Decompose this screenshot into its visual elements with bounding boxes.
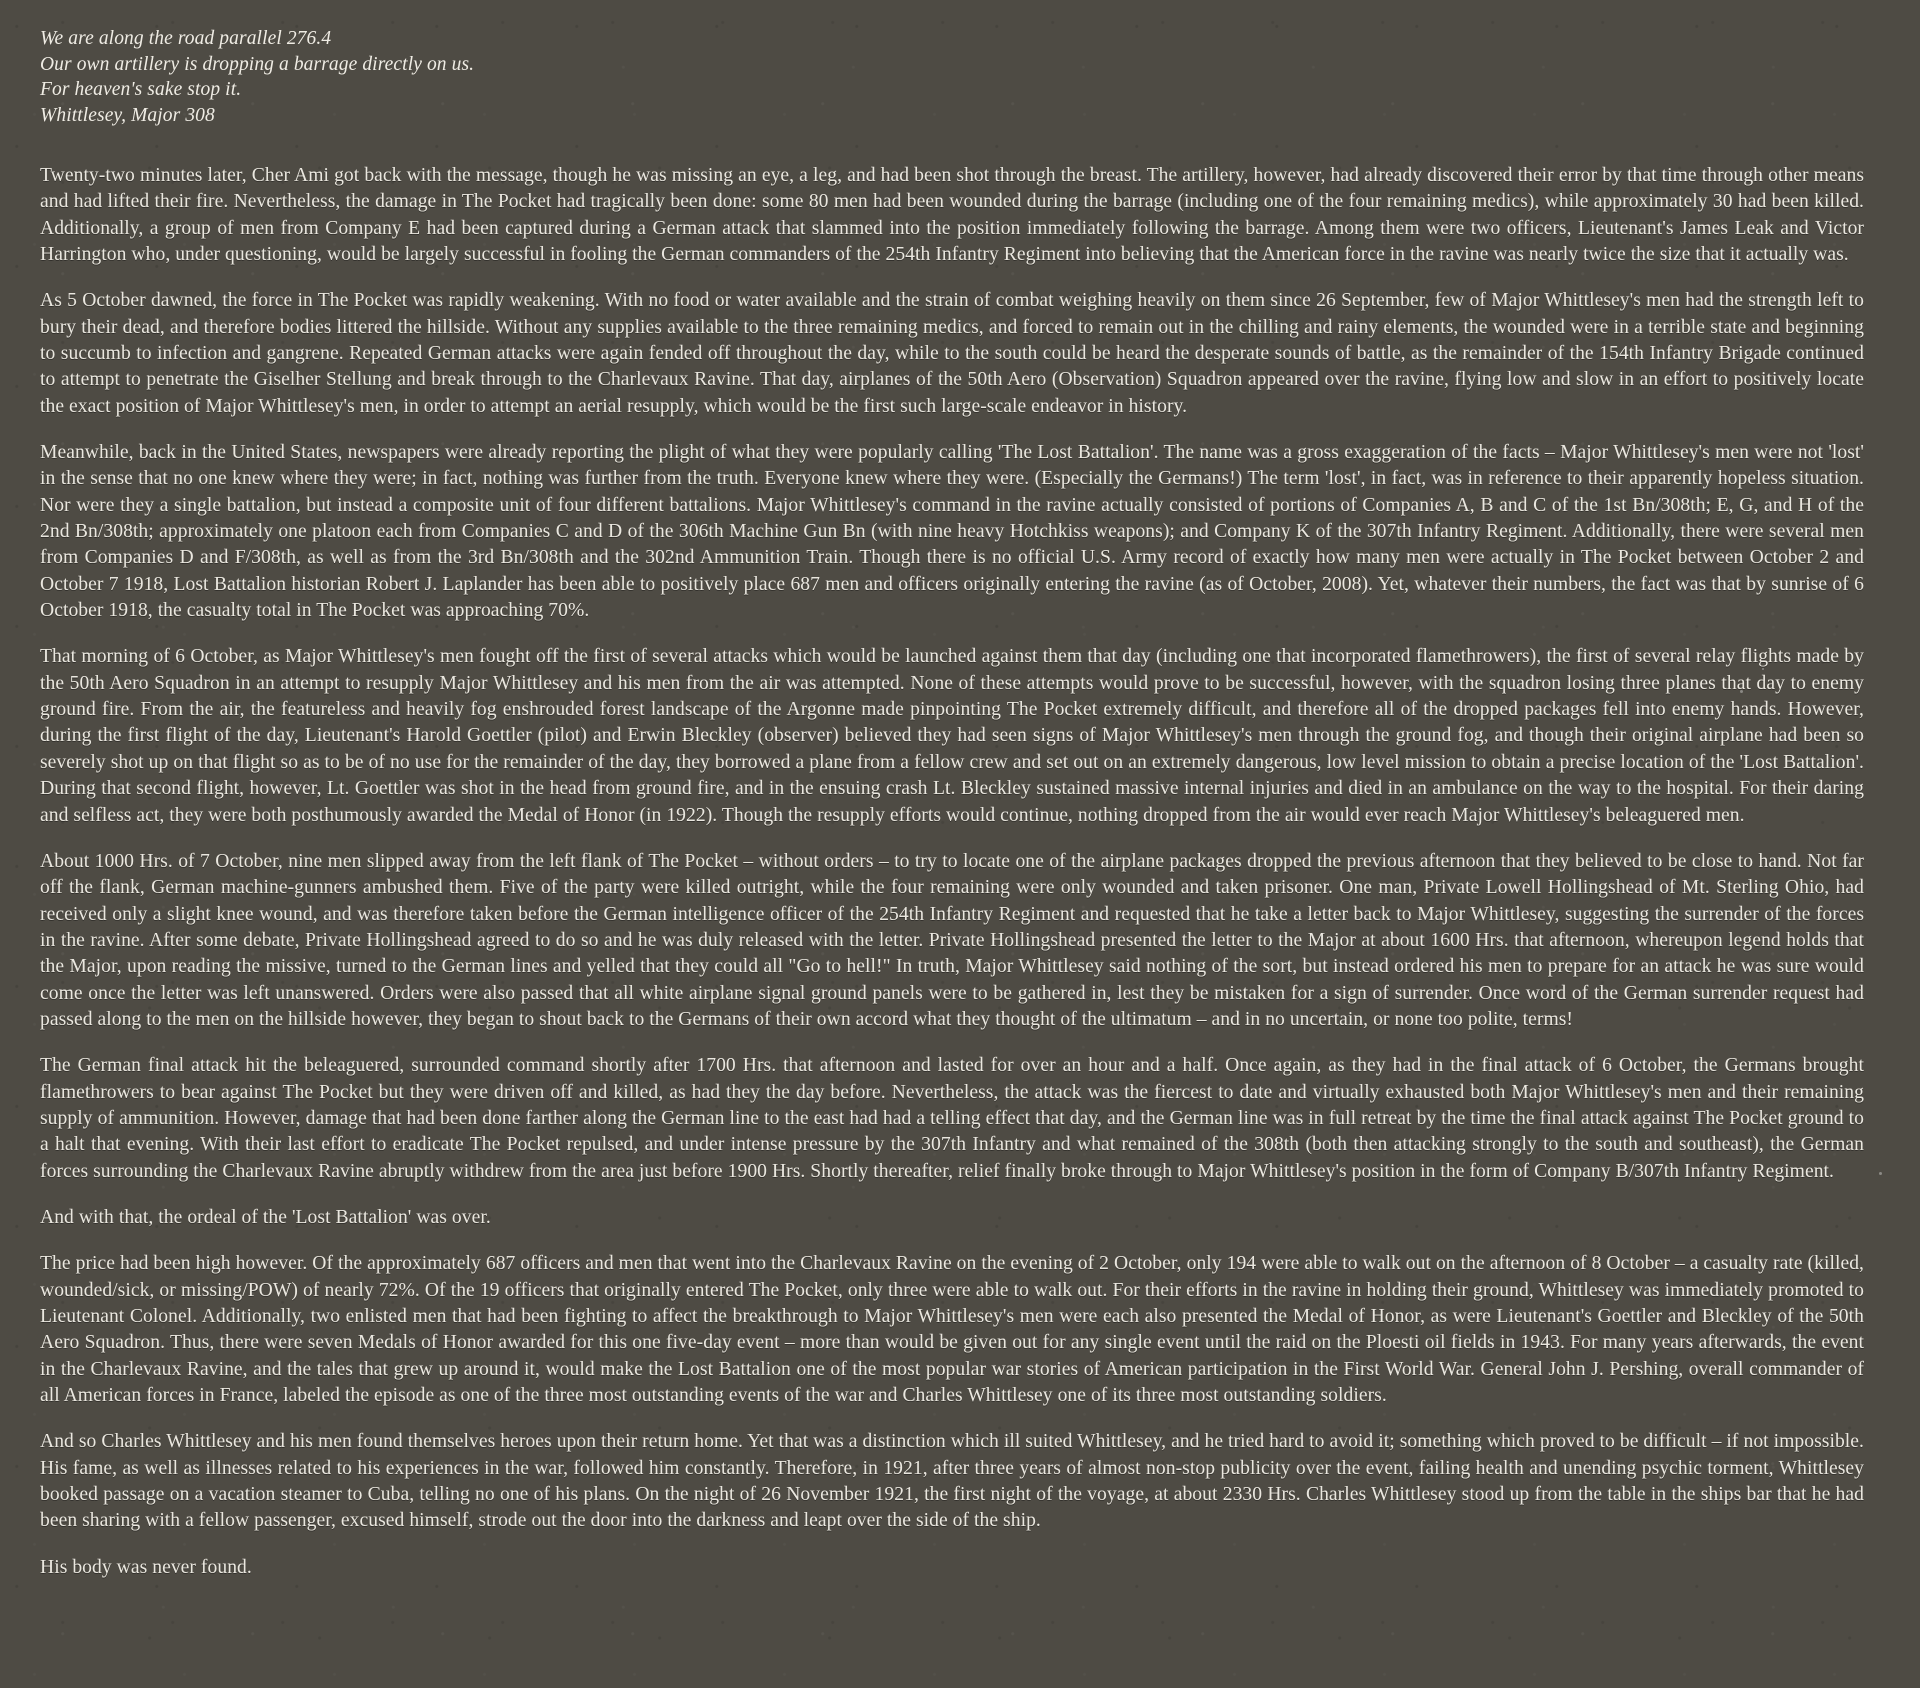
plaque-body: [40, 163, 1864, 1581]
paragraph: About 1000 Hrs. of 7 October, nine men slipped away from the left flank of The Pocket – without orders – to try to locate one of the airplane packages dropped the previous afternoon that they believed to be close to hand. Not far off the flank, German machine-gunners ambushed them. Five of the party were killed outright, while the four remaining were only wounded and taken prisoner. One man, Private Lowell Hollingshead of Mt. Sterling Ohio, had received only a slight knee wound, and was therefore taken before the German intelligence officer of the 254th Infantry Regiment and requested that he take a letter back to Major Whittlesey, suggesting the surrender of the forces in the ravine. After some debate, Private Hollingshead agreed to do so and he was duly released with the letter. Private Hollingshead presented the letter to the Major at about 1600 Hrs. that afternoon, whereupon legend holds that the Major, upon reading the missive, turned to the German lines and yelled that they could all "Go to hell!" In truth, Major Whittlesey said nothing of the sort, but instead ordered his men to prepare for an attack he was sure would come once the letter was left unanswered. Orders were also passed that all white airplane signal ground panels were to be gathered in, lest they be mistaken for a sign of surrender. Once word of the German surrender request had passed along to the men on the hillside however, they began to shout back to the Germans of their own accord what they thought of the ultimatum – and in no uncertain, or none too polite, terms!: [40, 850, 1864, 1030]
paragraph: Meanwhile, back in the United States, newspapers were already reporting the plight of what they were popularly calling 'The Lost Battalion'. The name was a gross exaggeration of the facts – Major Whittlesey's men were not 'lost' in the sense that no one knew where they were; in fact, nothing was further from the truth. Everyone knew where they were. (Especially the Germans!) The term 'lost', in fact, was in reference to their apparently hopeless situation. Nor were they a single battalion, but instead a composite unit of four different battalions. Major Whittlesey's command in the ravine actually consisted of portions of Companies A, B and C of the 1st Bn/308th; E, G, and H of the 2nd Bn/308th; approximately one platoon each from Companies C and D of the 306th Machine Gun Bn (with nine heavy Hotchkiss weapons); and Company K of the 307th Infantry Regiment. Additionally, there were several men from Companies D and F/308th, as well as from the 3rd Bn/308th and the 302nd Ammunition Train. Though there is no official U.S. Army record of exactly how many men were actually in The Pocket between October 2 and October 7 1918, Lost Battalion historian Robert J. Laplander has been able to positively place 687 men and officers originally entering the ravine (as of October, 2008). Yet, whatever their numbers, the fact was that by sunrise of 6 October 1918, the casualty total in The Pocket was approaching 70%.: [40, 442, 1864, 622]
paragraph: And with that, the ordeal of the 'Lost Battalion' was over.: [40, 1206, 491, 1228]
paragraph: As 5 October dawned, the force in The Pocket was rapidly weakening. With no food or water available and the strain of combat weighing heavily on them since 26 September, few of Major Whittlesey's men had the strength left to bury their dead, and therefore bodies littered the hillside. Without any supplies available to the three remaining medics, and forced to remain out in the chilling and rainy elements, the wounded were in a terrible state and beginning to succumb to infection and gangrene. Repeated German attacks were again fended off throughout the day, while to the south could be heard the desperate sounds of battle, as the remainder of the 154th Infantry Brigade continued to attempt to penetrate the Giselher Stellung and break through to the Charlevaux Ravine. That day, airplanes of the 50th Aero (Observation) Squadron appeared over the ravine, flying low and slow in an effort to positively locate the exact position of Major Whittlesey's men, in order to attempt an aerial resupply, which would be the first such large-scale endeavor in history.: [40, 290, 1864, 417]
paragraph: And so Charles Whittlesey and his men found themselves heroes upon their return home. Yet that was a distinction which ill suited Whittlesey, and he tried hard to avoid it; something which proved to be difficult – if not impossible. His fame, as well as illnesses related to his experiences in the war, followed him constantly. Therefore, in 1921, after three years of almost non-stop publicity over the event, failing health and unending psychic torment, Whittlesey booked passage on a vacation steamer to Cuba, telling no one of his plans. On the night of 26 November 1921, the first night of the voyage, at about 2330 Hrs. Charles Whittlesey stood up from the table in the ships bar that he had been sharing with a fellow passenger, excused himself, strode out the door into the darkness and leapt over the side of the ship.: [40, 1431, 1864, 1532]
texture-speck: [1879, 1172, 1882, 1175]
message-signature: Whittlesey, Major 308: [40, 105, 215, 127]
paragraph: That morning of 6 October, as Major Whittlesey's men fought off the first of several attacks which would be launched against them that day (including one that incorporated flamethrowers), the first of several relay flights made by the 50th Aero Squadron in an attempt to resupply Major Whittlesey and his men from the air was attempted. None of these attempts would prove to be successful, however, with the squadron losing three planes that day to enemy ground fire. From the air, the featureless and heavily fog enshrouded forest landscape of the Argonne made pinpointing The Pocket extremely difficult, and therefore all of the dropped packages fell into enemy hands. However, during the first flight of the day, Lieutenant's Harold Goettler (pilot) and Erwin Bleckley (observer) believed they had seen signs of Major Whittlesey's men through the ground fog, and though their original airplane had been so severely shot up on that flight so as to be of no use for the remainder of the day, they borrowed a plane from a fellow crew and set out on an extremely dangerous, low level mission to obtain a precise location of the 'Lost Battalion'. During that second flight, however, Lt. Goettler was shot in the head from ground fire, and in the ensuing crash Lt. Bleckley sustained massive internal injuries and died in an ambulance on the way to the hospital. For their daring and selfless act, they were both posthumously awarded the Medal of Honor (in 1922). Though the resupply efforts would continue, nothing dropped from the air would ever reach Major Whittlesey's beleaguered men.: [40, 646, 1864, 826]
message-line: For heaven's sake stop it.: [40, 79, 242, 101]
closing-line: His body was never found.: [40, 1556, 252, 1578]
paragraph: Twenty-two minutes later, Cher Ami got back with the message, though he was missing an eye, a leg, and had been shot through the breast. The artillery, however, had already discovered their error by that time through other means and had lifted their fire. Nevertheless, the damage in The Pocket had tragically been done: some 80 men had been wounded during the barrage (including one of the four remaining medics), while approximately 30 had been killed. Additionally, a group of men from Company E had been captured during a German attack that slammed into the position immediately following the barrage. Among them were two officers, Lieutenant's James Leak and Victor Harrington who, under questioning, would be largely successful in fooling the German commanders of the 254th Infantry Regiment into believing that the American force in the ravine was nearly twice the size that it actually was.: [40, 164, 1864, 265]
pigeon-message-block: [40, 26, 1864, 129]
message-line: Our own artillery is dropping a barrage directly on us.: [40, 53, 475, 75]
paragraph: The German final attack hit the beleaguered, surrounded command shortly after 1700 Hrs. that afternoon and lasted for over an hour and a half. Once again, as they had in the final attack of 6 October, the Germans brought flamethrowers to bear against The Pocket but they were driven off and killed, as had they the day before. Nevertheless, the attack was the fiercest to date and virtually exhausted both Major Whittlesey's men and their remaining supply of ammunition. However, damage that had been done farther along the German line to the east had had a telling effect that day, and the German line was in full retreat by the time the final attack against The Pocket ground to a halt that evening. With their last effort to eradicate The Pocket repulsed, and under intense pressure by the 307th Infantry and what remained of the 308th (both then attacking strongly to the south and southeast), the German forces surrounding the Charlevaux Ravine abruptly withdrew from the area just before 1900 Hrs. Shortly thereafter, relief finally broke through to Major Whittlesey's position in the form of Company B/307th Infantry Regiment.: [40, 1055, 1864, 1182]
message-line: We are along the road parallel 276.4: [40, 28, 332, 49]
paragraph: The price had been high however. Of the approximately 687 officers and men that went into the Charlevaux Ravine on the evening of 2 October, only 194 were able to walk out on the afternoon of 8 October – a casualty rate (killed, wounded/sick, or missing/POW) of nearly 72%. Of the 19 officers that originally entered The Pocket, only three were able to walk out. For their efforts in the ravine in holding their ground, Whittlesey was immediately promoted to Lieutenant Colonel. Additionally, two enlisted men that had been fighting to affect the breakthrough to Major Whittlesey's men were each also presented the Medal of Honor, as were Lieutenant's Goettler and Bleckley of the 50th Aero Squadron. Thus, there were seven Medals of Honor awarded for this one five-day event – more than would be given out for any single event until the raid on the Ploesti oil fields in 1943. For many years afterwards, the event in the Charlevaux Ravine, and the tales that grew up around it, would make the Lost Battalion one of the most popular war stories of American participation in the First World War. General John J. Pershing, overall commander of all American forces in France, labeled the episode as one of the three most outstanding events of the war and Charles Whittlesey one of its three most outstanding soldiers.: [40, 1253, 1864, 1407]
